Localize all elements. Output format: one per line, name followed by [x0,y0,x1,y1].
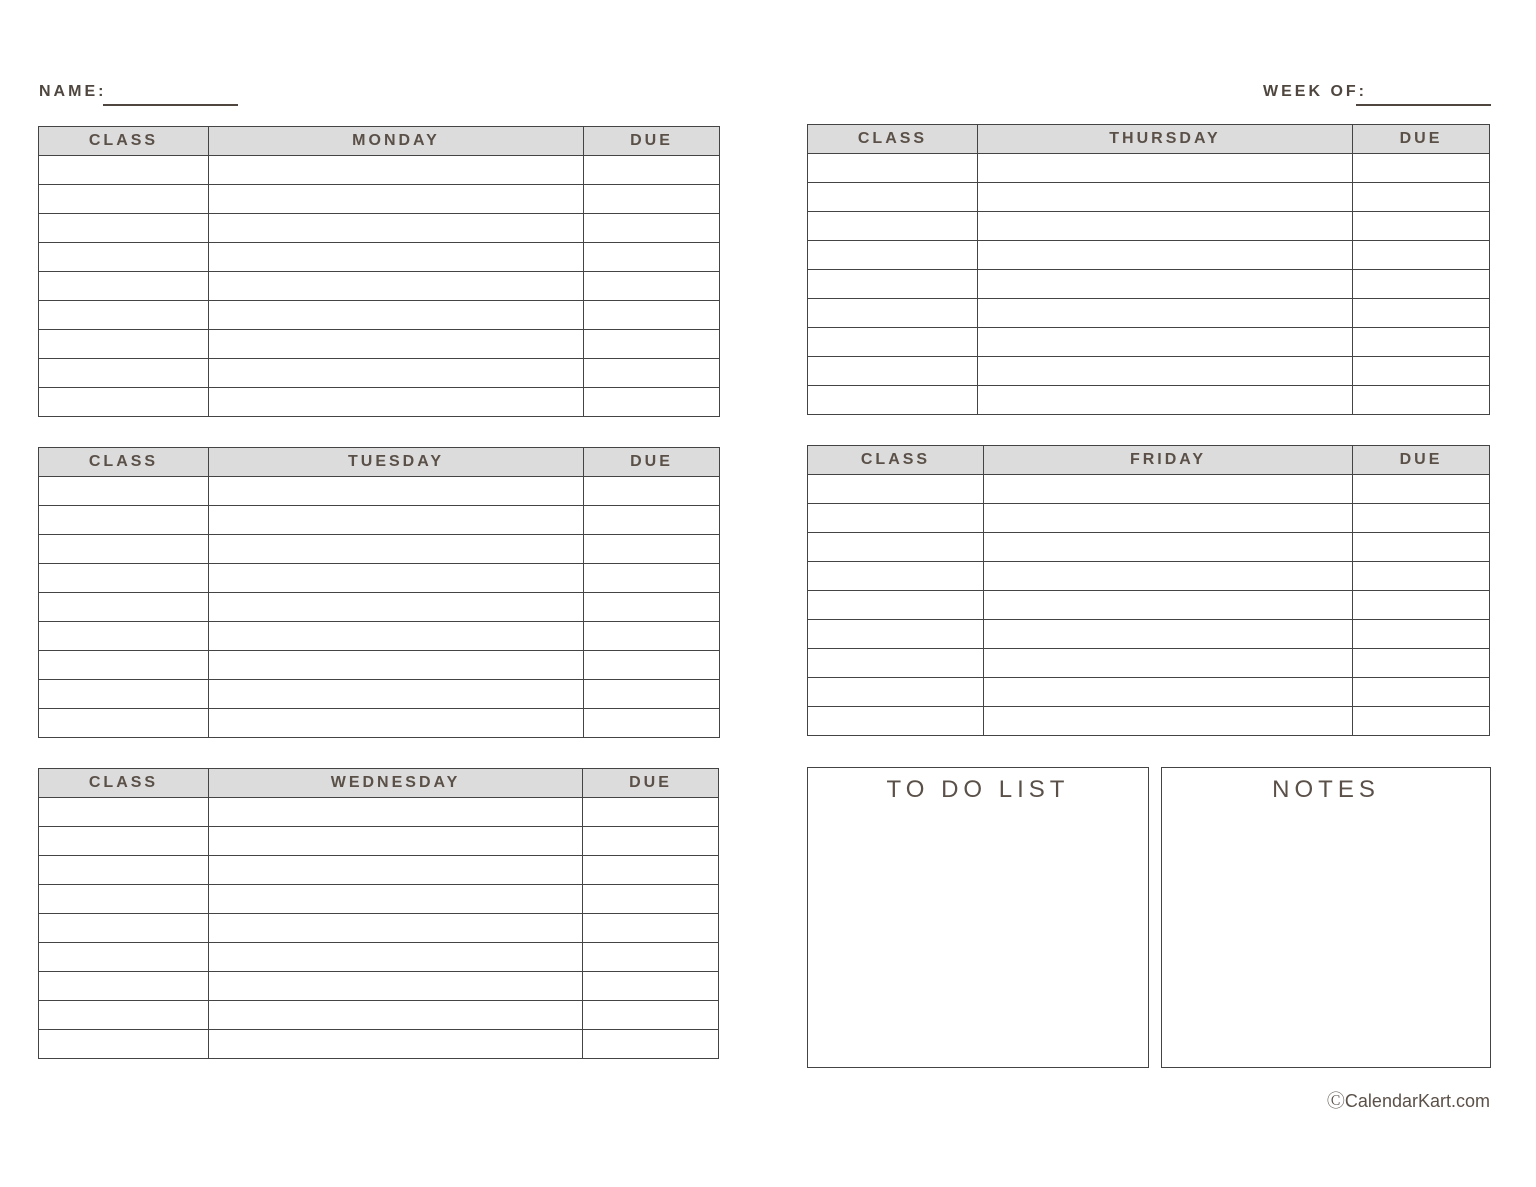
due-cell[interactable] [584,680,720,709]
assignment-cell[interactable] [209,943,583,972]
assignment-cell[interactable] [978,212,1353,241]
table-row [39,477,720,506]
class-cell[interactable] [39,651,209,680]
day-column-header: TUESDAY [209,448,584,477]
class-cell[interactable] [39,272,209,301]
table-row [808,649,1490,678]
class-cell[interactable] [808,533,984,562]
table-row [39,622,720,651]
due-cell[interactable] [1353,357,1490,386]
table-row [808,707,1490,736]
due-cell[interactable] [1353,183,1490,212]
assignment-cell[interactable] [209,593,584,622]
class-cell[interactable] [39,593,209,622]
assignment-cell[interactable] [209,972,583,1001]
class-cell[interactable] [39,214,209,243]
due-cell[interactable] [584,359,720,388]
assignment-cell[interactable] [984,649,1353,678]
class-cell[interactable] [39,477,209,506]
table-row [808,183,1490,212]
table-row [39,1030,719,1059]
class-cell[interactable] [808,678,984,707]
assignment-cell[interactable] [209,1001,583,1030]
assignment-cell[interactable] [209,243,584,272]
day-column-header: FRIDAY [984,446,1353,475]
assignment-cell[interactable] [209,535,584,564]
name-field[interactable] [103,104,238,106]
due-cell[interactable] [584,388,720,417]
assignment-cell[interactable] [209,156,584,185]
class-cell[interactable] [808,183,978,212]
friday-table [807,445,1490,736]
assignment-cell[interactable] [984,591,1353,620]
due-cell[interactable] [1353,678,1490,707]
class-column-header: CLASS [39,127,209,156]
class-cell[interactable] [808,562,984,591]
due-cell[interactable] [584,185,720,214]
table-row [808,504,1490,533]
assignment-cell[interactable] [209,185,584,214]
due-cell[interactable] [1353,562,1490,591]
due-cell[interactable] [584,651,720,680]
due-cell[interactable] [583,856,719,885]
due-cell[interactable] [583,1030,719,1059]
class-cell[interactable] [39,885,209,914]
assignment-cell[interactable] [978,183,1353,212]
due-cell[interactable] [583,914,719,943]
due-cell[interactable] [1353,591,1490,620]
due-cell[interactable] [584,330,720,359]
assignment-cell[interactable] [209,651,584,680]
assignment-cell[interactable] [984,475,1353,504]
table-row [39,856,719,885]
table-row [39,798,719,827]
class-cell[interactable] [39,709,209,738]
table-row [39,214,720,243]
assignment-cell[interactable] [978,154,1353,183]
class-cell[interactable] [39,156,209,185]
table-row [39,185,720,214]
due-cell[interactable] [584,564,720,593]
table-row [39,330,720,359]
due-cell[interactable] [584,622,720,651]
due-cell[interactable] [583,1001,719,1030]
class-cell[interactable] [39,185,209,214]
class-cell[interactable] [808,357,978,386]
table-row [808,357,1490,386]
assignment-cell[interactable] [209,827,583,856]
table-row [808,299,1490,328]
due-cell[interactable] [1353,270,1490,299]
due-column-header: DUE [584,127,720,156]
assignment-cell[interactable] [209,214,584,243]
due-cell[interactable] [584,214,720,243]
class-column-header: CLASS [39,448,209,477]
table-row [39,243,720,272]
class-cell[interactable] [808,475,984,504]
class-cell[interactable] [39,914,209,943]
copyright-credit: ⒸCalendarKart.com [1326,1091,1490,1111]
class-column-header: CLASS [808,125,978,154]
class-cell[interactable] [39,943,209,972]
due-cell[interactable] [1353,386,1490,415]
assignment-cell[interactable] [209,564,584,593]
table-row [39,593,720,622]
class-cell[interactable] [808,241,978,270]
class-cell[interactable] [39,1001,209,1030]
class-cell[interactable] [39,827,209,856]
due-cell[interactable] [584,593,720,622]
notes-title: NOTES [1272,776,1380,803]
table-row [808,241,1490,270]
day-column-header: THURSDAY [978,125,1353,154]
class-cell[interactable] [39,243,209,272]
assignment-cell[interactable] [209,477,584,506]
assignment-cell[interactable] [209,506,584,535]
due-cell[interactable] [1353,649,1490,678]
assignment-cell[interactable] [209,622,584,651]
assignment-cell[interactable] [984,533,1353,562]
due-cell[interactable] [584,535,720,564]
due-cell[interactable] [1353,707,1490,736]
class-cell[interactable] [39,1030,209,1059]
monday-table [38,126,720,417]
assignment-cell[interactable] [978,386,1353,415]
class-cell[interactable] [39,330,209,359]
class-cell[interactable] [39,359,209,388]
due-cell[interactable] [1353,299,1490,328]
table-row [808,475,1490,504]
day-column-header: WEDNESDAY [209,769,583,798]
class-cell[interactable] [808,386,978,415]
due-cell[interactable] [584,156,720,185]
due-cell[interactable] [584,243,720,272]
todo-list-title: TO DO LIST [886,776,1070,803]
due-cell[interactable] [1353,241,1490,270]
assignment-cell[interactable] [984,562,1353,591]
due-cell[interactable] [583,943,719,972]
todo-list-box[interactable] [807,767,1149,1068]
class-cell[interactable] [39,856,209,885]
table-row [39,156,720,185]
assignment-cell[interactable] [209,388,584,417]
assignment-cell[interactable] [984,620,1353,649]
class-cell[interactable] [808,591,984,620]
assignment-cell[interactable] [209,301,584,330]
table-row [39,972,719,1001]
due-column-header: DUE [583,769,719,798]
assignment-cell[interactable] [984,678,1353,707]
table-row [808,678,1490,707]
class-column-header: CLASS [808,446,984,475]
assignment-cell[interactable] [984,504,1353,533]
assignment-cell[interactable] [209,680,584,709]
due-cell[interactable] [584,709,720,738]
due-column-header: DUE [1353,446,1490,475]
class-cell[interactable] [39,622,209,651]
table-row [39,564,720,593]
week-of-field[interactable] [1356,104,1491,106]
table-row [39,709,720,738]
assignment-cell[interactable] [978,299,1353,328]
notes-box[interactable] [1161,767,1491,1068]
class-cell[interactable] [808,328,978,357]
assignment-cell[interactable] [978,241,1353,270]
due-cell[interactable] [1353,328,1490,357]
class-cell[interactable] [39,798,209,827]
tuesday-table [38,447,720,738]
due-column-header: DUE [584,448,720,477]
class-cell[interactable] [39,301,209,330]
due-cell[interactable] [583,885,719,914]
assignment-cell[interactable] [978,357,1353,386]
table-row [808,328,1490,357]
due-cell[interactable] [583,798,719,827]
assignment-cell[interactable] [209,885,583,914]
table-row [808,533,1490,562]
class-cell[interactable] [808,649,984,678]
table-row [39,914,719,943]
table-row [808,154,1490,183]
assignment-cell[interactable] [209,330,584,359]
class-cell[interactable] [808,620,984,649]
class-cell[interactable] [39,506,209,535]
due-cell[interactable] [583,827,719,856]
table-row [808,386,1490,415]
due-cell[interactable] [584,477,720,506]
assignment-cell[interactable] [978,328,1353,357]
week-of-label: WEEK OF: [1263,83,1367,100]
due-cell[interactable] [1353,504,1490,533]
table-row [39,885,719,914]
class-cell[interactable] [808,270,978,299]
table-row [39,1001,719,1030]
due-column-header: DUE [1353,125,1490,154]
assignment-cell[interactable] [209,914,583,943]
day-column-header: MONDAY [209,127,584,156]
class-cell[interactable] [808,707,984,736]
table-row [808,270,1490,299]
assignment-cell[interactable] [209,1030,583,1059]
class-cell[interactable] [808,299,978,328]
class-cell[interactable] [808,212,978,241]
class-cell[interactable] [808,504,984,533]
table-row [39,651,720,680]
assignment-cell[interactable] [984,707,1353,736]
class-cell[interactable] [39,564,209,593]
due-cell[interactable] [583,972,719,1001]
due-cell[interactable] [1353,154,1490,183]
table-row [808,620,1490,649]
due-cell[interactable] [1353,620,1490,649]
table-row [39,943,719,972]
class-cell[interactable] [39,972,209,1001]
due-cell[interactable] [1353,533,1490,562]
assignment-cell[interactable] [209,709,584,738]
thursday-table [807,124,1490,415]
class-cell[interactable] [808,154,978,183]
due-cell[interactable] [584,272,720,301]
due-cell[interactable] [584,301,720,330]
assignment-cell[interactable] [209,272,584,301]
table-row [39,506,720,535]
due-cell[interactable] [584,506,720,535]
class-column-header: CLASS [39,769,209,798]
table-row [808,591,1490,620]
table-row [808,212,1490,241]
class-cell[interactable] [39,388,209,417]
assignment-cell[interactable] [209,856,583,885]
name-label: NAME: [39,83,107,100]
table-row [39,388,720,417]
class-cell[interactable] [39,535,209,564]
table-row [39,680,720,709]
assignment-cell[interactable] [209,359,584,388]
due-cell[interactable] [1353,212,1490,241]
assignment-cell[interactable] [209,798,583,827]
wednesday-table [38,768,719,1059]
table-row [39,827,719,856]
table-row [39,272,720,301]
due-cell[interactable] [1353,475,1490,504]
table-row [39,301,720,330]
table-row [808,562,1490,591]
assignment-cell[interactable] [978,270,1353,299]
class-cell[interactable] [39,680,209,709]
table-row [39,535,720,564]
table-row [39,359,720,388]
